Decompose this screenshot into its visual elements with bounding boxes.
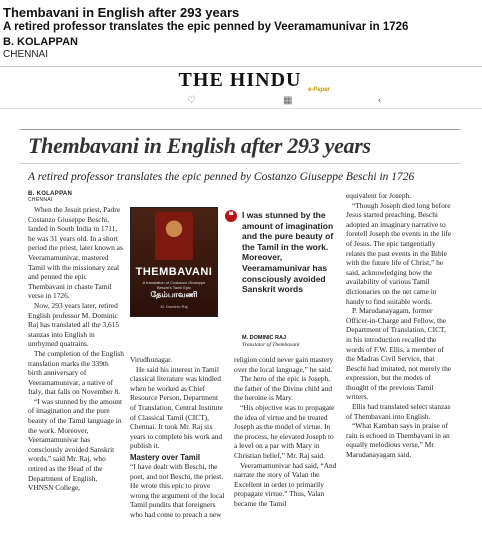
- paragraph: When the Jesuit priest, Padre Costanzo Giuseppe Beschi, landed in South India in 1711, he was 31 years old. In a short period the priest, later known as Veeramamunivar, mastered Tamil with the missionary zeal and penned the epic Thembavani in chaste Tamil verse in 1726.: [28, 205, 123, 301]
- paragraph: religion could never gain mastery over the local language,” he said.: [234, 355, 334, 374]
- location: CHENNAI: [3, 49, 49, 60]
- paragraph: Veeramamunivar had said, “And narrate the story of Valan the Excellent in order to primarily propagate virtue.” Thus, Valan became the Tamil: [234, 460, 337, 508]
- paragraph: “His objective was to propagate the idea of virtue and he treated Joseph as the model of virtue. In the process, he elevated Joseph to a level on a par with Mary in Christian belief,” Mr. Raj said.: [234, 402, 335, 460]
- paragraph: Virudhunagar.: [130, 355, 173, 364]
- book-title: THEMBAVANI: [135, 266, 213, 278]
- quote-name: M. DOMINIC RAJ: [242, 335, 286, 341]
- book-subtitle: A translation of Costanzo Giuseppe Beschi's Tamil Epic: [142, 280, 206, 290]
- epaper-viewer: [0, 66, 482, 540]
- paragraph: “I have dealt with Beschi, the poet, and not Beschi, the priest. He wrote this epic to prove wrong the argument of the local Tamil pundits that foreigners who had come to preach a new: [130, 461, 225, 519]
- portrait-image: [155, 212, 193, 260]
- text-column-3: [234, 355, 338, 509]
- divider: [20, 129, 460, 130]
- quote-role: Translator of Thembavani: [242, 342, 300, 348]
- paragraph: “I was stunned by the amount of imagination and the pure beauty of the Tamil language in the work. Moreover, Veeramamunivar has consciously avoided Sanskrit words,” said Mr. Raj, who retired as the Head of the Department of English, VHNSN College,: [28, 396, 123, 493]
- book-translator: M. Dominic Raj: [160, 304, 188, 309]
- paragraph: He said his interest in Tamil classical literature was kindled when he worked as Chief Resource Person, Department of Translation, Central Institute of Classical Tamil (CICT), Chennai. It took Mr. Raj six years to complete his work and publish it.: [130, 364, 223, 451]
- subhead: Mastery over Tamil: [130, 452, 201, 462]
- paragraph: “Though Joseph died long before Jesus started preaching, Beschi adopted an imaginary narrative to foretell Joseph the events in the life of Jesus. The epic tangentially relates the past events in the Bible with the future life of Christ,” he said, acknowledging how the availability of various Tamil dictionaries on the net came in handy to find suitable words.: [346, 200, 452, 306]
- paragraph: P. Marudanayagam, former Officer-in-Charge and Fellow, the Department of Translation, CICT, in his introduction recalled the words of F.W. Ellis, a member of the Madras Civil Service, that Beschi had imitated, not merely the expression, but the modes of thought of the previous Tamil writers.: [346, 306, 452, 402]
- grid-icon[interactable]: ▦: [283, 95, 293, 106]
- paragraph: Ellis had translated select stanzas of Thembavani into English.: [346, 402, 451, 421]
- back-arrow-icon[interactable]: ‹: [378, 95, 382, 106]
- paragraph: The completion of the English translation marks the 339th birth anniversary of Veeramamunivar, a native of Italy, that falls on November 8.: [28, 348, 124, 397]
- paragraph: equivalent for Joseph.: [346, 191, 412, 200]
- page-strapline: A retired professor translates the epic penned by Costanzo Giuseppe Beschi in 1726: [28, 171, 415, 183]
- paragraph: “What Kamban says in praise of rain is echoed in Thembavani in an equally melodious verse,” Mr Marudanayagam said.: [346, 421, 450, 460]
- book-tamil-title: தேம்பாவணி: [150, 290, 198, 299]
- page-title: Thembavani in English after 293 years: [28, 133, 371, 158]
- epaper-label: e-Paper: [307, 87, 330, 93]
- book-cover-image: [130, 207, 218, 317]
- quote-icon: ❝: [225, 210, 237, 222]
- author: B. KOLAPPAN: [3, 36, 78, 48]
- viewer-toolbar: [0, 94, 482, 109]
- text-column-1: [28, 191, 124, 493]
- newspaper-page: [20, 111, 472, 540]
- headline: Thembavani in English after 293 years: [3, 5, 240, 20]
- masthead-logo[interactable]: [150, 69, 330, 91]
- masthead-text: THE HINDU: [178, 69, 302, 91]
- subheadline: A retired professor translates the epic penned by Veeramamunivar in 1726: [3, 21, 409, 33]
- byline: B. KOLAPPAN: [28, 191, 73, 197]
- text-column-2: [130, 355, 226, 520]
- heart-icon[interactable]: ♡: [187, 95, 196, 106]
- divider: [20, 163, 460, 164]
- pull-quote: I was stunned by the amount of imagination and the pure beauty of the Tamil in the work. Moreover, Veeramamunivar has consciously avoided Sanskrit words: [242, 210, 334, 295]
- paragraph: Now, 293 years later, retired English professor M. Dominic Raj has translated all the 3,615 stanzas into English in unrhymed quatrains.: [28, 300, 120, 349]
- text-column-4: [346, 191, 452, 460]
- article-header: [0, 0, 482, 61]
- byline-location: CHENNAI: [28, 197, 53, 203]
- paragraph: The hero of the epic is Joseph, the father of the Divine child and the heroine is Mary.: [234, 374, 333, 403]
